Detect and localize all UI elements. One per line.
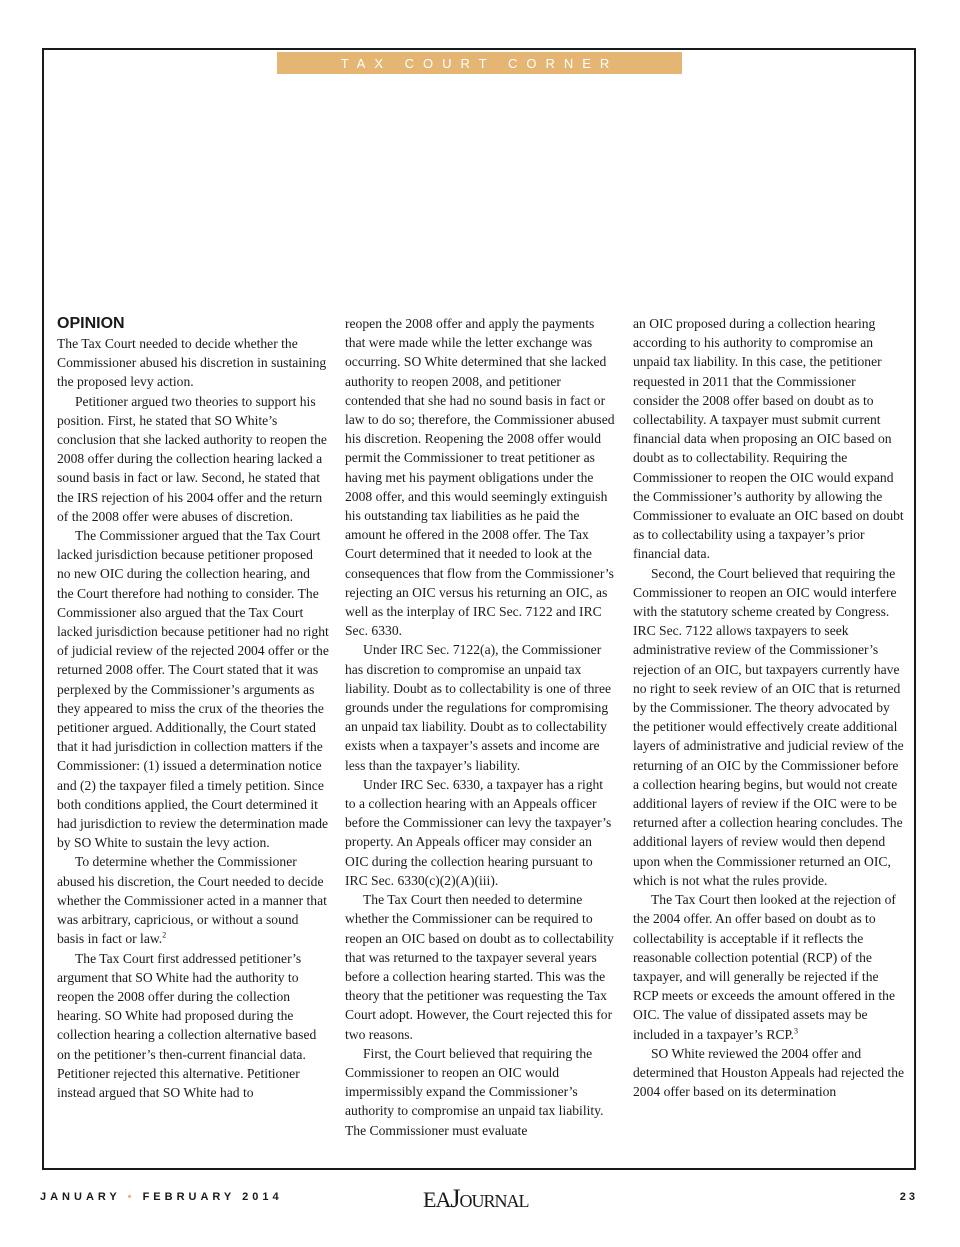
column-3 — [633, 314, 905, 1101]
paragraph: The Commissioner argued that the Tax Court lacked jurisdiction because petitioner proposed no new OIC during the collection hearing, and the Court therefore had nothing to consider. The Commissioner also argued that the Tax Court lacked jurisdiction because petitioner had no right of judicial review of the rejected 2004 offer or the returned 2008 offer. The Court stated that it was perplexed by the Commissioner’s arguments as they appeared to miss the crux of the theories the petitioner argued. Additionally, the Court stated that it had jurisdiction in collection matters if the Commissioner: (1) issued a determination notice and (2) the taxpayer filed a timely petition. Since both conditions applied, the Court determined it had jurisdiction to review the determination made by SO White to sustain the levy action. — [57, 528, 329, 851]
paragraph: reopen the 2008 offer and apply the payments that were made while the letter exchange was occurring. SO White determined that she lacked authority to reopen 2008, and petitioner contended that she had no sound basis in fact or law to do so; therefore, the Commissioner abused his discretion. Reopening the 2008 offer would permit the Commissioner to treat petitioner as having met his payment obligations under the 2008 offer, and this would seemingly extinguish his outstanding tax liabilities as he paid the amount he offered in the 2008 offer. The Tax Court determined that it needed to look at the consequences that flow from the Commissioner’s rejecting an OIC versus his returning an OIC, as well as the interplay of IRC Sec. 7122 and IRC Sec. 6330. — [345, 316, 615, 639]
paragraph: Petitioner argued two theories to support his position. First, he stated that SO White’s conclusion that she lacked authority to reopen the 2008 offer during the collection hearing lacked a sound basis in fact or law. Second, he stated that the IRS rejection of his 2004 offer and the return of the 2008 offer were abuses of discretion. — [57, 393, 327, 524]
separator-dot: • — [127, 1191, 136, 1203]
paragraph: First, the Court believed that requiring the Commissioner to reopen an OIC would impermissibly expand the Commissioner’s authority to compromise an unpaid tax liability. The Commissioner must evaluate — [345, 1045, 604, 1138]
footnote-marker: 3 — [793, 1025, 798, 1035]
logo-ea: EA — [423, 1187, 451, 1212]
paragraph — [57, 852, 329, 948]
issue-month-left: JANUARY — [40, 1191, 121, 1203]
paragraph-text: The Tax Court then looked at the rejection of the 2004 offer. An offer based on doubt as to collectability is acceptable if it reflects the reasonable collection potential (RCP) of the taxpayer, and will generally be rejected if the RCP meets or exceeds the amount offered in the OIC. The value of dissipated assets may be included in a taxpayer’s RCP. — [633, 892, 896, 1042]
section-heading: OPINION — [57, 315, 125, 332]
paragraph: The Tax Court then needed to determine whether the Commissioner can be required to reopen an OIC based on doubt as to collectability that was returned to the taxpayer several years before a collection hearing started. This was the theory that the petitioner was requesting the Tax Court adopt. However, the Court rejected this for two reasons. — [345, 892, 614, 1042]
paragraph: SO White reviewed the 2004 offer and determined that Houston Appeals had rejected the 2004 offer based on its determination — [633, 1045, 905, 1100]
column-1 — [57, 314, 329, 1102]
logo-ournal: OURNAL — [459, 1191, 529, 1211]
paragraph: Under IRC Sec. 6330, a taxpayer has a right to a collection hearing with an Appeals officer before the Commissioner can levy the taxpayer’s property. An Appeals officer may consider an OIC during the collection hearing pursuant to IRC Sec. 6330(c)(2)(A)(iii). — [345, 776, 612, 888]
paragraph: Under IRC Sec. 7122(a), the Commissioner has discretion to compromise an unpaid tax liability. Doubt as to collectability is one of three grounds under the regulations for compromising an unpaid tax liability. Doubt as to collectability exists when a taxpayer’s assets and income are less than the taxpayer’s liability. — [345, 642, 612, 773]
paragraph — [633, 890, 905, 1044]
paragraph: The Tax Court needed to decide whether the Commissioner abused his discretion in sustaining the proposed levy action. — [57, 336, 327, 390]
paragraph-text: To determine whether the Commissioner abused his discretion, the Court needed to decide whether the Commissioner acted in a manner that was arbitrary, capricious, or without a sound basis in fact or law. — [57, 854, 327, 947]
section-banner: TAX COURT CORNER — [277, 52, 682, 74]
issue-date — [40, 1191, 283, 1203]
paragraph: The Tax Court first addressed petitioner’s argument that SO White had the authority to reopen the 2008 offer during the collection hearing. SO White had proposed during the collection hearing a collection alternative based on the petitioner’s then-current financial data. Petitioner rejected this alternative. Petitioner instead argued that SO White had to — [57, 950, 317, 1100]
paragraph: Second, the Court believed that requiring the Commissioner to reopen an OIC would interfere with the statutory scheme created by Congress. IRC Sec. 7122 allows taxpayers to seek administrative review of the Commissioner’s rejection of an OIC, but taxpayers currently have no right to seek review of an OIC that is returned by the Commissioner. The theory advocated by the petitioner would effectively create additional layers of administrative and judicial review of the returning of an OIC by the Commissioner before a collection hearing begins, but would not create additional layers of review if the OIC were to be returned after a collection hearing concludes. The additional layers of review would then depend upon when the Commissioner returned an OIC, which is not what the rules provide. — [633, 565, 904, 888]
logo-j: J — [450, 1184, 460, 1213]
journal-logo — [423, 1184, 528, 1214]
footnote-marker: 2 — [162, 930, 167, 940]
issue-month-right: FEBRUARY 2014 — [142, 1191, 283, 1203]
column-2 — [345, 314, 617, 1140]
page-number: 23 — [899, 1191, 918, 1203]
paragraph: an OIC proposed during a collection hearing according to his authority to compromise an unpaid tax liability. In this case, the petitioner requested in 2011 that the Commissioner consider the 2008 offer based on doubt as to collectability. A taxpayer must submit current financial data when proposing an OIC based on doubt as to collectability. Requiring the Commissioner to reopen the OIC would expand the Commissioner’s authority by allowing the Commissioner to evaluate an OIC based on doubt as to collectability using a taxpayer’s prior financial data. — [633, 316, 904, 562]
